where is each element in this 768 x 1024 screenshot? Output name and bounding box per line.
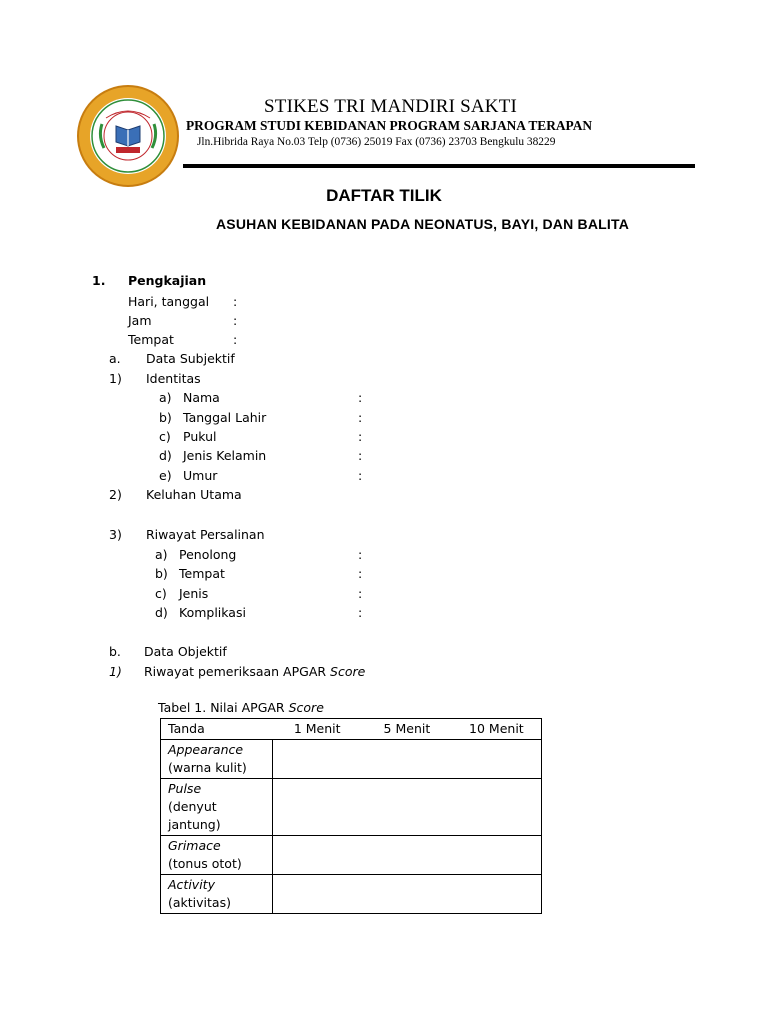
- field-colon: :: [233, 294, 238, 309]
- field-colon: :: [358, 410, 363, 425]
- field-label: Jenis: [179, 586, 209, 601]
- field-label: Jenis Kelamin: [183, 448, 267, 463]
- item-label: Identitas: [146, 371, 201, 386]
- field-marker: c): [155, 586, 167, 601]
- field-label: Tempat: [179, 566, 225, 581]
- field-colon: :: [358, 547, 363, 562]
- subsection-label: Data Objektif: [144, 644, 227, 659]
- subsection-label: Data Subjektif: [146, 351, 235, 366]
- institution-address: Jln.Hibrida Raya No.03 Telp (0736) 25019 Fax (0736) 23703 Bengkulu 38229: [197, 136, 556, 148]
- field-marker: b): [155, 566, 168, 581]
- score-cell[interactable]: [272, 740, 362, 779]
- sign-cell: Appearance (warna kulit): [161, 740, 273, 779]
- field-label: Komplikasi: [179, 605, 246, 620]
- score-cell[interactable]: [272, 875, 362, 914]
- field-colon: :: [358, 586, 363, 601]
- field-colon: :: [358, 605, 363, 620]
- item-marker: 3): [109, 527, 122, 542]
- field-colon: :: [358, 566, 363, 581]
- sign-cell: Activity (aktivitas): [161, 875, 273, 914]
- score-cell[interactable]: [452, 836, 542, 875]
- field-colon: :: [233, 332, 238, 347]
- document-subtitle: ASUHAN KEBIDANAN PADA NEONATUS, BAYI, DAN BALITA: [215, 216, 630, 232]
- header-cell: 10 Menit: [452, 719, 542, 740]
- table-header-row: [161, 719, 542, 740]
- score-cell[interactable]: [362, 836, 452, 875]
- field-label: Umur: [183, 468, 218, 483]
- score-cell[interactable]: [272, 779, 362, 836]
- score-cell[interactable]: [362, 779, 452, 836]
- field-marker: a): [155, 547, 168, 562]
- header-cell: Tanda: [161, 719, 273, 740]
- table-row: [161, 836, 542, 875]
- sign-cell: Grimace (tonus otot): [161, 836, 273, 875]
- field-colon: :: [358, 429, 363, 444]
- field-marker: e): [159, 468, 172, 483]
- header-divider: [183, 164, 695, 168]
- section-heading: Pengkajian: [128, 273, 207, 288]
- item-marker: 2): [109, 487, 122, 502]
- field-label: Hari, tanggal: [128, 294, 210, 309]
- field-label: Nama: [183, 390, 220, 405]
- document-title: DAFTAR TILIK: [326, 186, 442, 205]
- institution-logo: [76, 84, 180, 188]
- score-cell[interactable]: [452, 740, 542, 779]
- table-row: [161, 740, 542, 779]
- score-cell[interactable]: [362, 740, 452, 779]
- apgar-table: [160, 718, 542, 914]
- program-name: PROGRAM STUDI KEBIDANAN PROGRAM SARJANA TERAPAN: [186, 118, 593, 133]
- score-cell[interactable]: [362, 875, 452, 914]
- field-marker: a): [159, 390, 172, 405]
- field-marker: b): [159, 410, 172, 425]
- field-colon: :: [358, 390, 363, 405]
- field-label: Jam: [128, 313, 152, 328]
- field-marker: c): [159, 429, 171, 444]
- score-cell[interactable]: [452, 875, 542, 914]
- table-row: [161, 779, 542, 836]
- header-cell: 1 Menit: [272, 719, 362, 740]
- header-cell: 5 Menit: [362, 719, 452, 740]
- section-number: 1.: [92, 273, 106, 288]
- item-label: Keluhan Utama: [146, 487, 242, 502]
- field-colon: :: [358, 448, 363, 463]
- field-colon: :: [358, 468, 363, 483]
- table-row: [161, 875, 542, 914]
- item-label: Riwayat Persalinan: [146, 527, 265, 542]
- field-label: Tanggal Lahir: [183, 410, 267, 425]
- field-colon: :: [233, 313, 238, 328]
- field-label: Tempat: [128, 332, 174, 347]
- field-marker: d): [159, 448, 172, 463]
- subsection-marker: b.: [109, 644, 121, 659]
- item-marker: 1): [109, 371, 122, 386]
- table-caption: Tabel 1. Nilai APGAR Score: [158, 700, 324, 715]
- sign-cell: Pulse (denyut jantung): [161, 779, 273, 836]
- score-cell[interactable]: [452, 779, 542, 836]
- subsection-marker: a.: [109, 351, 121, 366]
- field-label: Pukul: [183, 429, 217, 444]
- item-marker: 1): [109, 664, 122, 679]
- score-cell[interactable]: [272, 836, 362, 875]
- institution-name: STIKES TRI MANDIRI SAKTI: [264, 96, 518, 117]
- item-label: Riwayat pemeriksaan APGAR Score: [144, 664, 366, 679]
- field-marker: d): [155, 605, 168, 620]
- field-label: Penolong: [179, 547, 237, 562]
